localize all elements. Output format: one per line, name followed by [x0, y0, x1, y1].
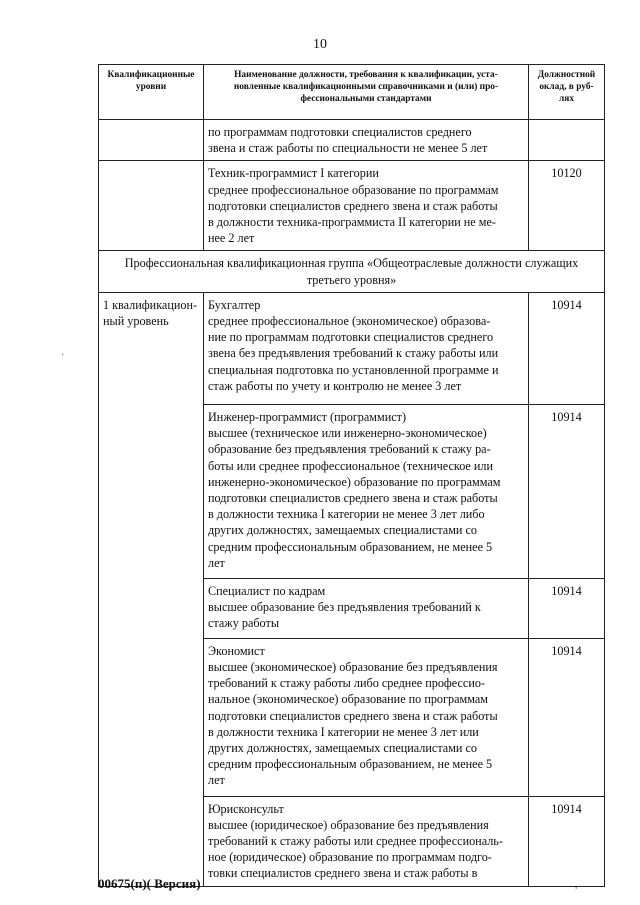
text-line: ние по программам подготовки специалистов среднего: [208, 330, 494, 345]
text-line: по программам подготовки специалистов среднего: [208, 125, 472, 139]
group-header-row: [99, 251, 605, 292]
position-cell-economist: [204, 638, 529, 796]
header-line: Квалификационные: [107, 70, 195, 80]
salary-value: 10914: [529, 638, 605, 796]
header-position-requirements: [204, 65, 529, 120]
table-row: [99, 292, 605, 404]
text-line: в должности техника I категории не менее 3 лет или: [208, 724, 479, 739]
header-line: оклад, в руб-: [539, 82, 594, 92]
text-line: подготовки специалистов среднего звена и стаж работы: [208, 491, 498, 506]
header-line: уровни: [135, 82, 167, 92]
scan-speck: ': [62, 352, 64, 362]
text-line: Инженер-программист (программист): [208, 410, 407, 425]
text-line: товки специалистов среднего звена и стаж работы в: [208, 866, 478, 881]
level-label-line: 1 квалификацион-: [103, 297, 198, 312]
header-qualification-levels: [99, 65, 204, 120]
text-line: образование без предъявления требований к стажу ра-: [208, 442, 491, 457]
level-cell: [99, 292, 204, 886]
document-code: 00675(п)( Версия): [98, 876, 201, 891]
text-line: Бухгалтер: [208, 297, 261, 312]
text-line: стаж работы по учету и контролю не менее 3 лет: [208, 378, 462, 393]
group-header-line: третьего уровня»: [306, 272, 397, 287]
text-line: других должностях, замещаемых специалистами со: [208, 523, 477, 538]
position-cell-engineer-programmer: [204, 405, 529, 579]
text-line: нальное (экономическое) образование по программам: [208, 692, 488, 707]
position-cell-hr-specialist: [204, 579, 529, 639]
salary-value: 10120: [529, 161, 605, 251]
text-line: требований к стажу работы либо среднее профессио-: [208, 676, 486, 691]
text-line: Специалист по кадрам: [208, 584, 326, 599]
header-line: новленные квалификационными справочниками и (или) про-: [233, 82, 499, 92]
level-label-line: ный уровень: [103, 314, 169, 329]
text-line: Техник-программист I категории: [208, 166, 379, 181]
text-line: в должности техника I категории не менее 3 лет либо: [208, 507, 485, 522]
page-number: 10: [313, 37, 327, 52]
text-line: высшее образование без предъявления требований к: [208, 600, 481, 615]
text-line: ное (юридическое) образование по программам подго-: [208, 850, 492, 865]
text-line: подготовки специалистов среднего звена и стаж работы: [208, 708, 498, 723]
table-row: [99, 120, 605, 161]
text-line: лет: [208, 773, 225, 788]
text-line: подготовки специалистов среднего звена и стаж работы: [208, 198, 498, 213]
position-cell: [204, 120, 529, 161]
group-header: [99, 251, 605, 292]
text-line: среднее профессиональное (экономическое) образова-: [208, 314, 491, 329]
salary-cell-empty: [529, 120, 605, 161]
position-cell: [204, 161, 529, 251]
header-line: Наименование должности, требования к квалификации, уста-: [234, 70, 498, 80]
text-line: высшее (экономическое) образование без предъявления: [208, 659, 498, 674]
scan-speck: ,: [575, 880, 578, 890]
table-row: [99, 161, 605, 251]
text-line: в должности техника-программиста II категории не ме-: [208, 215, 496, 230]
level-cell-empty: [99, 120, 204, 161]
text-line: специальная подготовка по установленной программе и: [208, 362, 499, 377]
text-line: стажу работы: [208, 616, 280, 631]
text-line: нее 2 лет: [208, 231, 255, 246]
text-line: Юрисконсульт: [208, 801, 284, 816]
salary-table: [98, 64, 605, 887]
salary-value: 10914: [529, 796, 605, 886]
salary-value: 10914: [529, 292, 605, 404]
text-line: высшее (техническое или инженерно-экономическое): [208, 426, 487, 441]
text-line: среднее профессиональное образование по программам: [208, 182, 499, 197]
group-header-line: Профессиональная квалификационная группа «Общеотраслевые должности служащих: [124, 256, 579, 271]
text-line: инженерно-экономическое) образование по программам: [208, 474, 501, 489]
text-line: средним профессиональным образованием, не менее 5: [208, 757, 493, 772]
text-line: боты или среднее профессиональное (техническое или: [208, 458, 494, 473]
table-header-row: [99, 65, 605, 120]
header-line: лях: [558, 94, 575, 104]
header-line: фессиональными стандартами: [300, 94, 432, 104]
level-cell-empty: [99, 161, 204, 251]
salary-value: 10914: [529, 579, 605, 639]
text-line: других должностях, замещаемых специалистами со: [208, 740, 477, 755]
position-cell-legal-counsel: [204, 796, 529, 886]
text-line: лет: [208, 555, 225, 570]
text-line: звена без предъявления требований к стажу работы или: [208, 346, 499, 361]
text-line: средним профессиональным образованием, не менее 5: [208, 539, 493, 554]
text-line: звена и стаж работы по специальности не менее 5 лет: [208, 141, 488, 156]
text-line: Экономист: [208, 643, 265, 658]
header-salary: [529, 65, 605, 120]
position-cell-accountant: [204, 292, 529, 404]
header-line: Должностной: [537, 70, 596, 80]
text-line: высшее (юридическое) образование без предъявления: [208, 817, 489, 832]
text-line: требований к стажу работы или среднее профессиональ-: [208, 833, 503, 848]
salary-value: 10914: [529, 405, 605, 579]
